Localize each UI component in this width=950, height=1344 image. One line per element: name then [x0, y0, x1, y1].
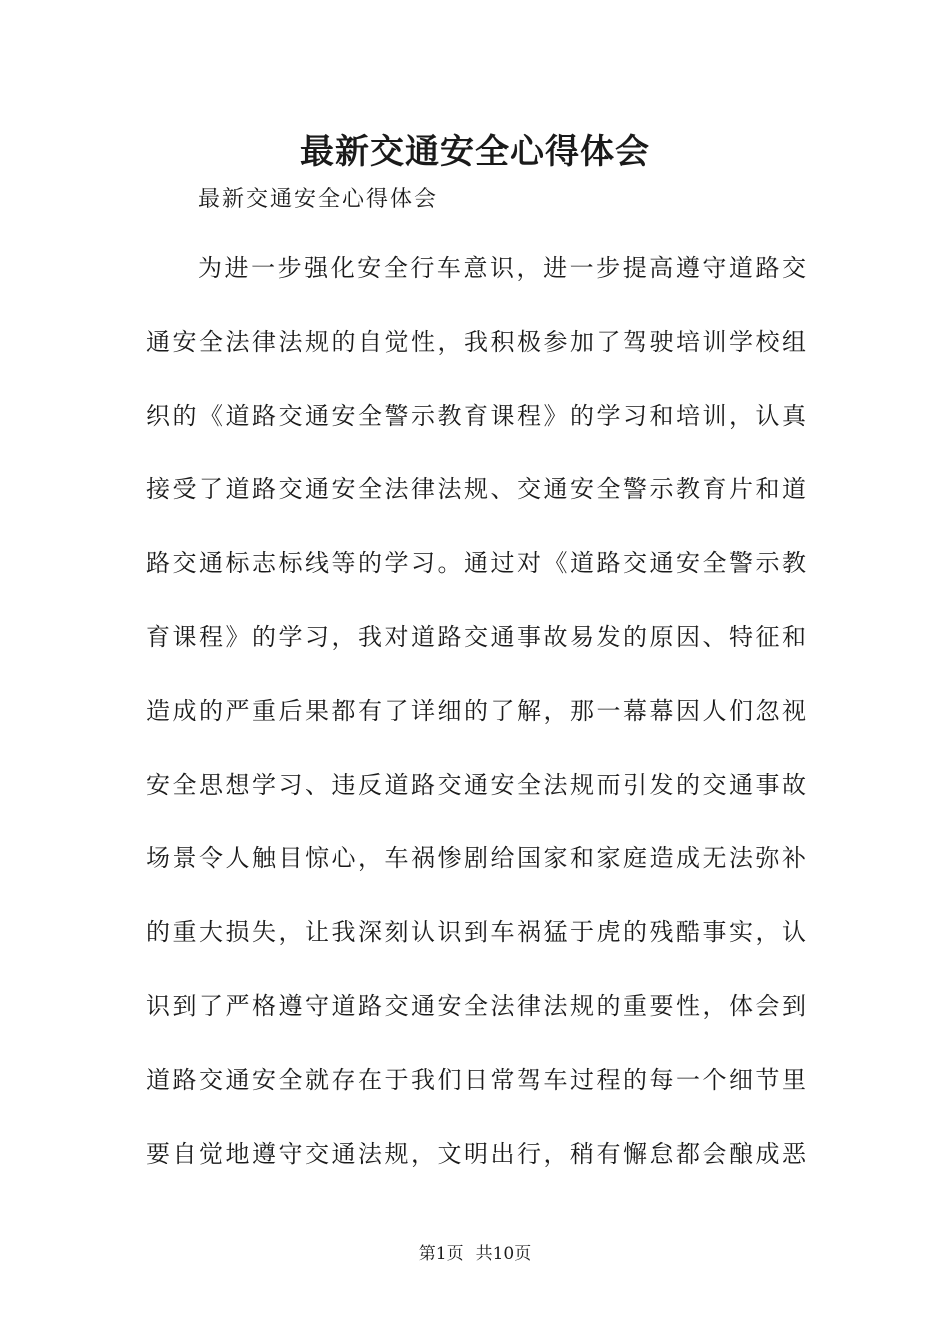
body-line: 安全思想学习、违反道路交通安全法规而引发的交通事故 — [146, 770, 806, 799]
page-footer — [0, 1242, 950, 1266]
page-number: 第1页 — [418, 1244, 464, 1264]
body-paragraph — [146, 248, 806, 1207]
document-title: 最新交通安全心得体会 — [300, 132, 650, 172]
body-line: 的重大损失，让我深刻认识到车祸猛于虎的残酷事实，认 — [146, 918, 806, 947]
page-total: 共10页 — [475, 1244, 532, 1264]
body-line: 识到了严格遵守道路交通安全法律法规的重要性，体会到 — [146, 991, 806, 1020]
body-line: 为进一步强化安全行车意识，进一步提高遵守道路交 — [198, 254, 806, 282]
body-line: 通安全法律法规的自觉性，我积极参加了驾驶培训学校组 — [146, 327, 806, 356]
body-line: 育课程》的学习，我对道路交通事故易发的原因、特征和 — [146, 622, 806, 651]
body-line: 场景令人触目惊心，车祸惨剧给国家和家庭造成无法弥补 — [146, 844, 806, 873]
body-line: 要自觉地遵守交通法规，文明出行，稍有懈怠都会酿成恶 — [146, 1139, 806, 1168]
document-subtitle: 最新交通安全心得体会 — [198, 187, 439, 212]
body-line: 接受了道路交通安全法律法规、交通安全警示教育片和道 — [146, 475, 806, 504]
body-line: 道路交通安全就存在于我们日常驾车过程的每一个细节里 — [146, 1065, 806, 1094]
body-line: 织的《道路交通安全警示教育课程》的学习和培训，认真 — [146, 401, 806, 430]
body-line: 路交通标志标线等的学习。通过对《道路交通安全警示教 — [146, 549, 806, 578]
body-line: 造成的严重后果都有了详细的了解，那一幕幕因人们忽视 — [146, 696, 806, 725]
